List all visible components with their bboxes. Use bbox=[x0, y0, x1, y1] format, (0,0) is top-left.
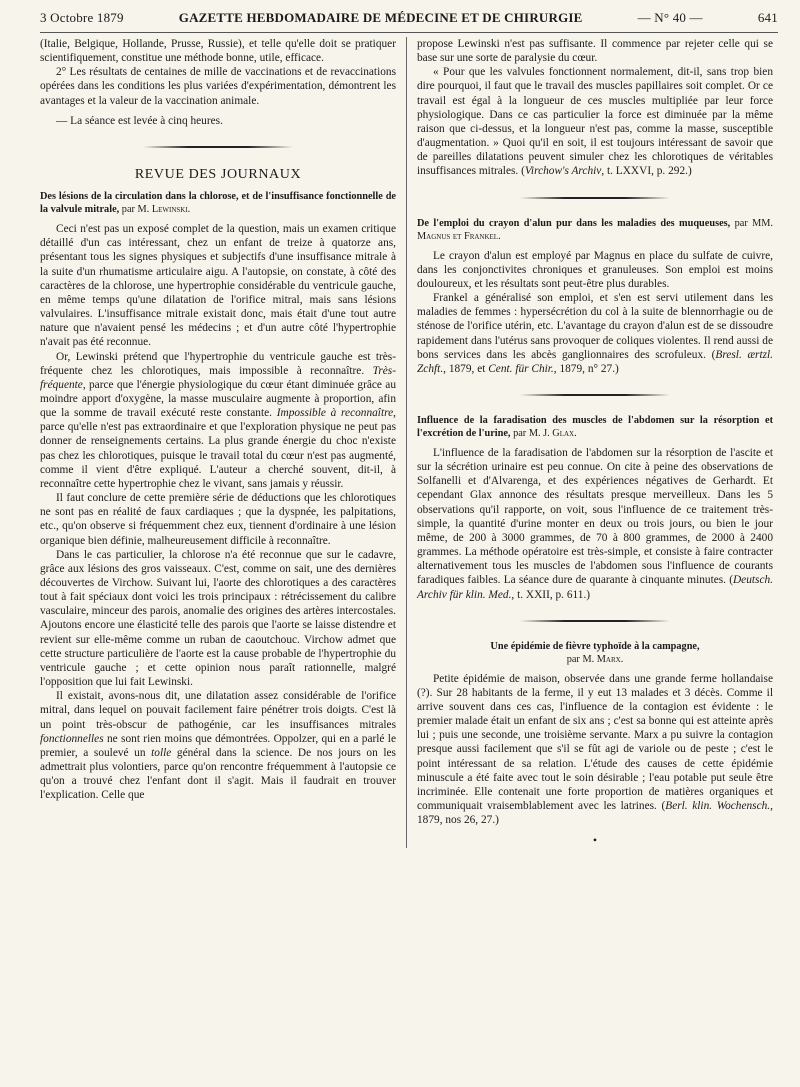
paragraph bbox=[417, 65, 773, 178]
paragraph: Ceci n'est pas un exposé complet de la question, mais un examen critique détaillé d'un cas intéressant, chez un enfant de treize à quatorze ans, présentant tous les signes physiques et subjectifs d'une insuffisance mitrale à la suite d'un rhumatisme articulaire aigu. A l'autopsie, on constate, à côté des caractères de la chlorose, une hypertrophie considérable du ventricule gauche, en même temps qu'une dilatation de l'orifice mitral, mais sans lésions valvulaires. L'insuffisance mitrale existait donc, mais était d'une tout autre nature que n'avaient pensé les médecins ; et d'un autre côté l'hypertrophie n'avait pas été reconnue. bbox=[40, 223, 396, 349]
text-run: , 1879, et bbox=[443, 362, 486, 375]
text-run: , 1879, nos 26, 27.) bbox=[417, 800, 773, 827]
article-author: Magnus et Frankel. bbox=[417, 230, 501, 242]
text-run: général dans la science. De nos jours on les admettrait plus volontiers, parce qu'on rencontre fréquemment à l'autopsie ce qu'on a trouvé chez l'enfant dont il s'agit. Mais il faudrait en trouver l'explication. Celle que bbox=[40, 746, 396, 802]
text-run: ne sont rien moins que démontrées. Oppolzer, qui en a parlé le premier, a soulevé un bbox=[40, 732, 396, 759]
italic-run: tolle bbox=[151, 746, 172, 759]
text-run: Petite épidémie de maison, observée dans une grande ferme hollandaise (?). Sur 28 habitants de la ferme, il y eut 13 malades et 3 décès. Comme il arrive souvent dans ces cas, l'influence de la contagion est évidente : le premier malade était un enfant de six ans ; c'est sa bonne qui est atteinte après lui ; puis une seconde, une troisième servante. Marx a pu suivre la contagion presque aussi facilement que s'il se fût agi de variole ou de peste ; c'est le point intéressant de sa relation. L'étude des causes de cette épidémie minuscule a été faite avec tout le soin désirable ; l'eau potable put seule être incriminée. Elle contenait une forte proportion de matières organiques et communiquait vraisemblablement avec les latrines. ( bbox=[417, 672, 773, 813]
section-title: REVUE DES JOURNAUX bbox=[134, 166, 302, 182]
paragraph bbox=[417, 291, 773, 376]
article-author: M. J. Glax. bbox=[528, 427, 577, 439]
article-by: par MM. bbox=[734, 217, 774, 229]
italic-run: Impossible à reconnaître bbox=[276, 407, 394, 420]
article-author: M. Marx. bbox=[582, 653, 624, 665]
paragraph bbox=[417, 446, 773, 602]
text-run: , t. LXXVI, p. 292.) bbox=[601, 165, 692, 178]
right-column bbox=[417, 37, 773, 848]
column-rule bbox=[406, 37, 407, 848]
article-author: M. Lewinski. bbox=[137, 204, 191, 216]
section-separator bbox=[143, 146, 293, 148]
issue-number: — N° 40 — bbox=[637, 10, 703, 25]
article-by: par bbox=[513, 427, 527, 439]
paragraph: 2° Les résultats de centaines de mille de vaccinations et de revaccinations opérées dans les conditions les plus variées d'expérimentation, démontrent les avantages et la valeur de la vaccination animale. bbox=[40, 66, 396, 107]
text-run: Il existait, avons-nous dit, une dilatation assez considérable de l'orifice mitral, dans lequel on pouvait facilement faire pénétrer trois doigts. C'est là un point très-obscur de pathogénie, car les insuffisances mitrales bbox=[40, 690, 396, 731]
citation: Bresl. ærtzl. Zchft. bbox=[417, 348, 773, 375]
running-header bbox=[40, 10, 778, 33]
article-title bbox=[417, 640, 773, 666]
columns bbox=[40, 37, 778, 848]
paragraph: Dans le cas particulier, la chlorose n'a été reconnue que sur le cadavre, grâce aux lésions des gros vaisseaux. C'est, comme on sait, une des dernières découvertes de Virchow. Suivant lui, l'aorte des chlorotiques a des caractères tout à fait spéciaux dont voici les trois principaux : rétrécissement du calibre vasculaire, minceur des parois, anomalie des origines des artères intercostales. Ajoutons encore une élasticité telle des parois que l'aorte se laisse distendre et revient sur elle-même comme un ruban de caoutchouc. Virchow admet que cette structure particulière de l'aorte est la cause probable de l'hypertrophie du ventricule gauche ; et cette opinion nous paraît rationnelle, malgré l'opposition que lui fait Lewinski. bbox=[40, 548, 396, 689]
paragraph: Le crayon d'alun est employé par Magnus en place du sulfate de cuivre, dans les conjonctivites chroniques et granuleuses. Son emploi est moins douloureux, et les résultats sont peut-être plus durables. bbox=[417, 249, 773, 290]
citation: Cent. für Chir. bbox=[488, 362, 554, 375]
paragraph: Il faut conclure de cette première série de déductions que les chlorotiques ne sont pas en réalité de faux cardiaques ; que la dyspnée, les palpitations, etc., qu'on observe si fréquemment chez eux, tiennent d'ordinaire à une lésion organique bien définie, malheureusement difficile à reconnaître. bbox=[40, 492, 396, 547]
session-closing: — La séance est levée à cinq heures. bbox=[56, 114, 223, 127]
article-title bbox=[417, 414, 773, 440]
text-run: L'influence de la faradisation de l'abdomen sur la résorption de l'ascite et sur la sécrétion urinaire est peu connue. On cite à peine des observations de Solfanelli et d'Alvarenga, et des expériences négatives de Gerhardt. Et cependant Glax annonce des résultats presque merveilleux. Dans les 5 observations qu'il rapporte, on voit, sous l'influence de ce traitement très-simple, la quantité d'urine monter en deux ou trois jours, ou bien le jour même, de 200 à 3000 grammes, de 70 à 800 grammes, de 2000 à 2400 grammes. La méthode opératoire est très-simple, et consiste à faire contracter alternativement tous les muscles de l'abdomen sous l'influence de courants faradiques faibles. La séance dure de quarante à cinquante minutes. ( bbox=[417, 446, 773, 587]
section-separator bbox=[520, 394, 670, 396]
journal-title: GAZETTE HEBDOMADAIRE DE MÉDECINE ET DE CHIRURGIE bbox=[178, 10, 583, 25]
paragraph bbox=[40, 689, 396, 802]
text-run: , parce que l'énergie physiologique du cœur étant diminuée grâce au moindre apport d'oxygène, la masse musculaire augmente à proportion, afin que la somme de travail exécuté reste constante. bbox=[40, 378, 396, 420]
text-run: , parce qu'elle n'est pas extraordinaire et que l'exploration physique ne peut pas donner de renseignements certains. La plus grande énergie du choc n'existe pas chez les chlorotiques, puisque le travail total du cœur n'est pas augmenté, comme il vient d'être expliqué. L'auteur a cherché souvent, dit-il, à reconnaître cette hypertrophie chez le vivant, sans jamais y réussir. bbox=[40, 407, 396, 490]
left-column bbox=[40, 37, 396, 848]
text-run: « Pour que les valvules fonctionnent normalement, dit-il, sans trop bien dire pourquoi, il faut que le travail des muscles papillaires soit complet. Or ce travail est égal à la longueur de ces muscles multipliée par leur force physiologique. Dans ce cas particulier la force est diminuée par la même raison que ci-dessus, et la longueur n'est pas, comme la masse, susceptible d'augmentation. » Quoi qu'il en soit, il est toujours intéressant de savoir que de pareilles dilatations peuvent simuler chez les chlorotiques de véritables insuffisances mitrales. ( bbox=[417, 66, 773, 178]
article-title-text: Des lésions de la circulation dans la chlorose, et de l'insuffisance fonctionnelle de la valvule mitrale, bbox=[40, 191, 396, 216]
section-separator bbox=[520, 620, 670, 622]
article-title bbox=[40, 190, 396, 216]
article-by: par bbox=[566, 653, 580, 665]
italic-run: fonctionnelles bbox=[40, 732, 104, 745]
paragraph: (Italie, Belgique, Hollande, Prusse, Russie), et telle qu'elle doit se pratiquer scientifiquement, constitue une méthode bonne, utile, efficace. bbox=[40, 38, 396, 65]
paragraph bbox=[417, 672, 773, 828]
article-title bbox=[417, 217, 773, 243]
text-run: Or, Lewinski prétend que l'hypertrophie du ventricule gauche est très-fréquente chez les chlorotiques, mais impossible à reconnaître. bbox=[40, 350, 396, 377]
article-title-text: De l'emploi du crayon d'alun pur dans les maladies des muqueuses, bbox=[417, 217, 731, 229]
paragraph bbox=[40, 350, 396, 492]
article-title-text: Influence de la faradisation des muscles de l'abdomen sur la résorption et l'excrétion de l'urine, bbox=[417, 414, 773, 439]
citation: Deutsch. Archiv für klin. Med. bbox=[417, 574, 773, 601]
section-separator bbox=[520, 197, 670, 199]
paragraph: propose Lewinski n'est pas suffisante. Il commence par rejeter celle qui se base sur une sorte de paralysie du cœur. bbox=[417, 38, 773, 65]
header-date: 3 Octobre 1879 bbox=[40, 10, 124, 25]
article-title-text: Une épidémie de fièvre typhoïde à la campagne, bbox=[490, 640, 700, 652]
citation: Virchow's Archiv bbox=[524, 165, 602, 178]
citation: Berl. klin. Wochensch. bbox=[665, 800, 771, 813]
article-by: par bbox=[121, 204, 135, 216]
page-number: 641 bbox=[757, 10, 778, 25]
italic-run: Très-fréquente bbox=[40, 364, 396, 391]
text-run: Frankel a généralisé son emploi, et s'en est servi utilement dans les maladies de femmes : hypersécrétion du col à la suite de blennorrhagie ou de sténose de l'orifice utérin, etc. L'avantage du crayon d'alun est de se dissoudre rapidement dans l'utérus sans provoquer de coliques violentes. Il rend aussi de bons services dans les abcès ganglionnaires des scrofuleux. ( bbox=[417, 292, 773, 361]
end-mark: • bbox=[592, 833, 598, 848]
text-run: , t. XXII, p. 611.) bbox=[511, 588, 591, 601]
text-run: , 1879, n° 27.) bbox=[553, 362, 619, 375]
